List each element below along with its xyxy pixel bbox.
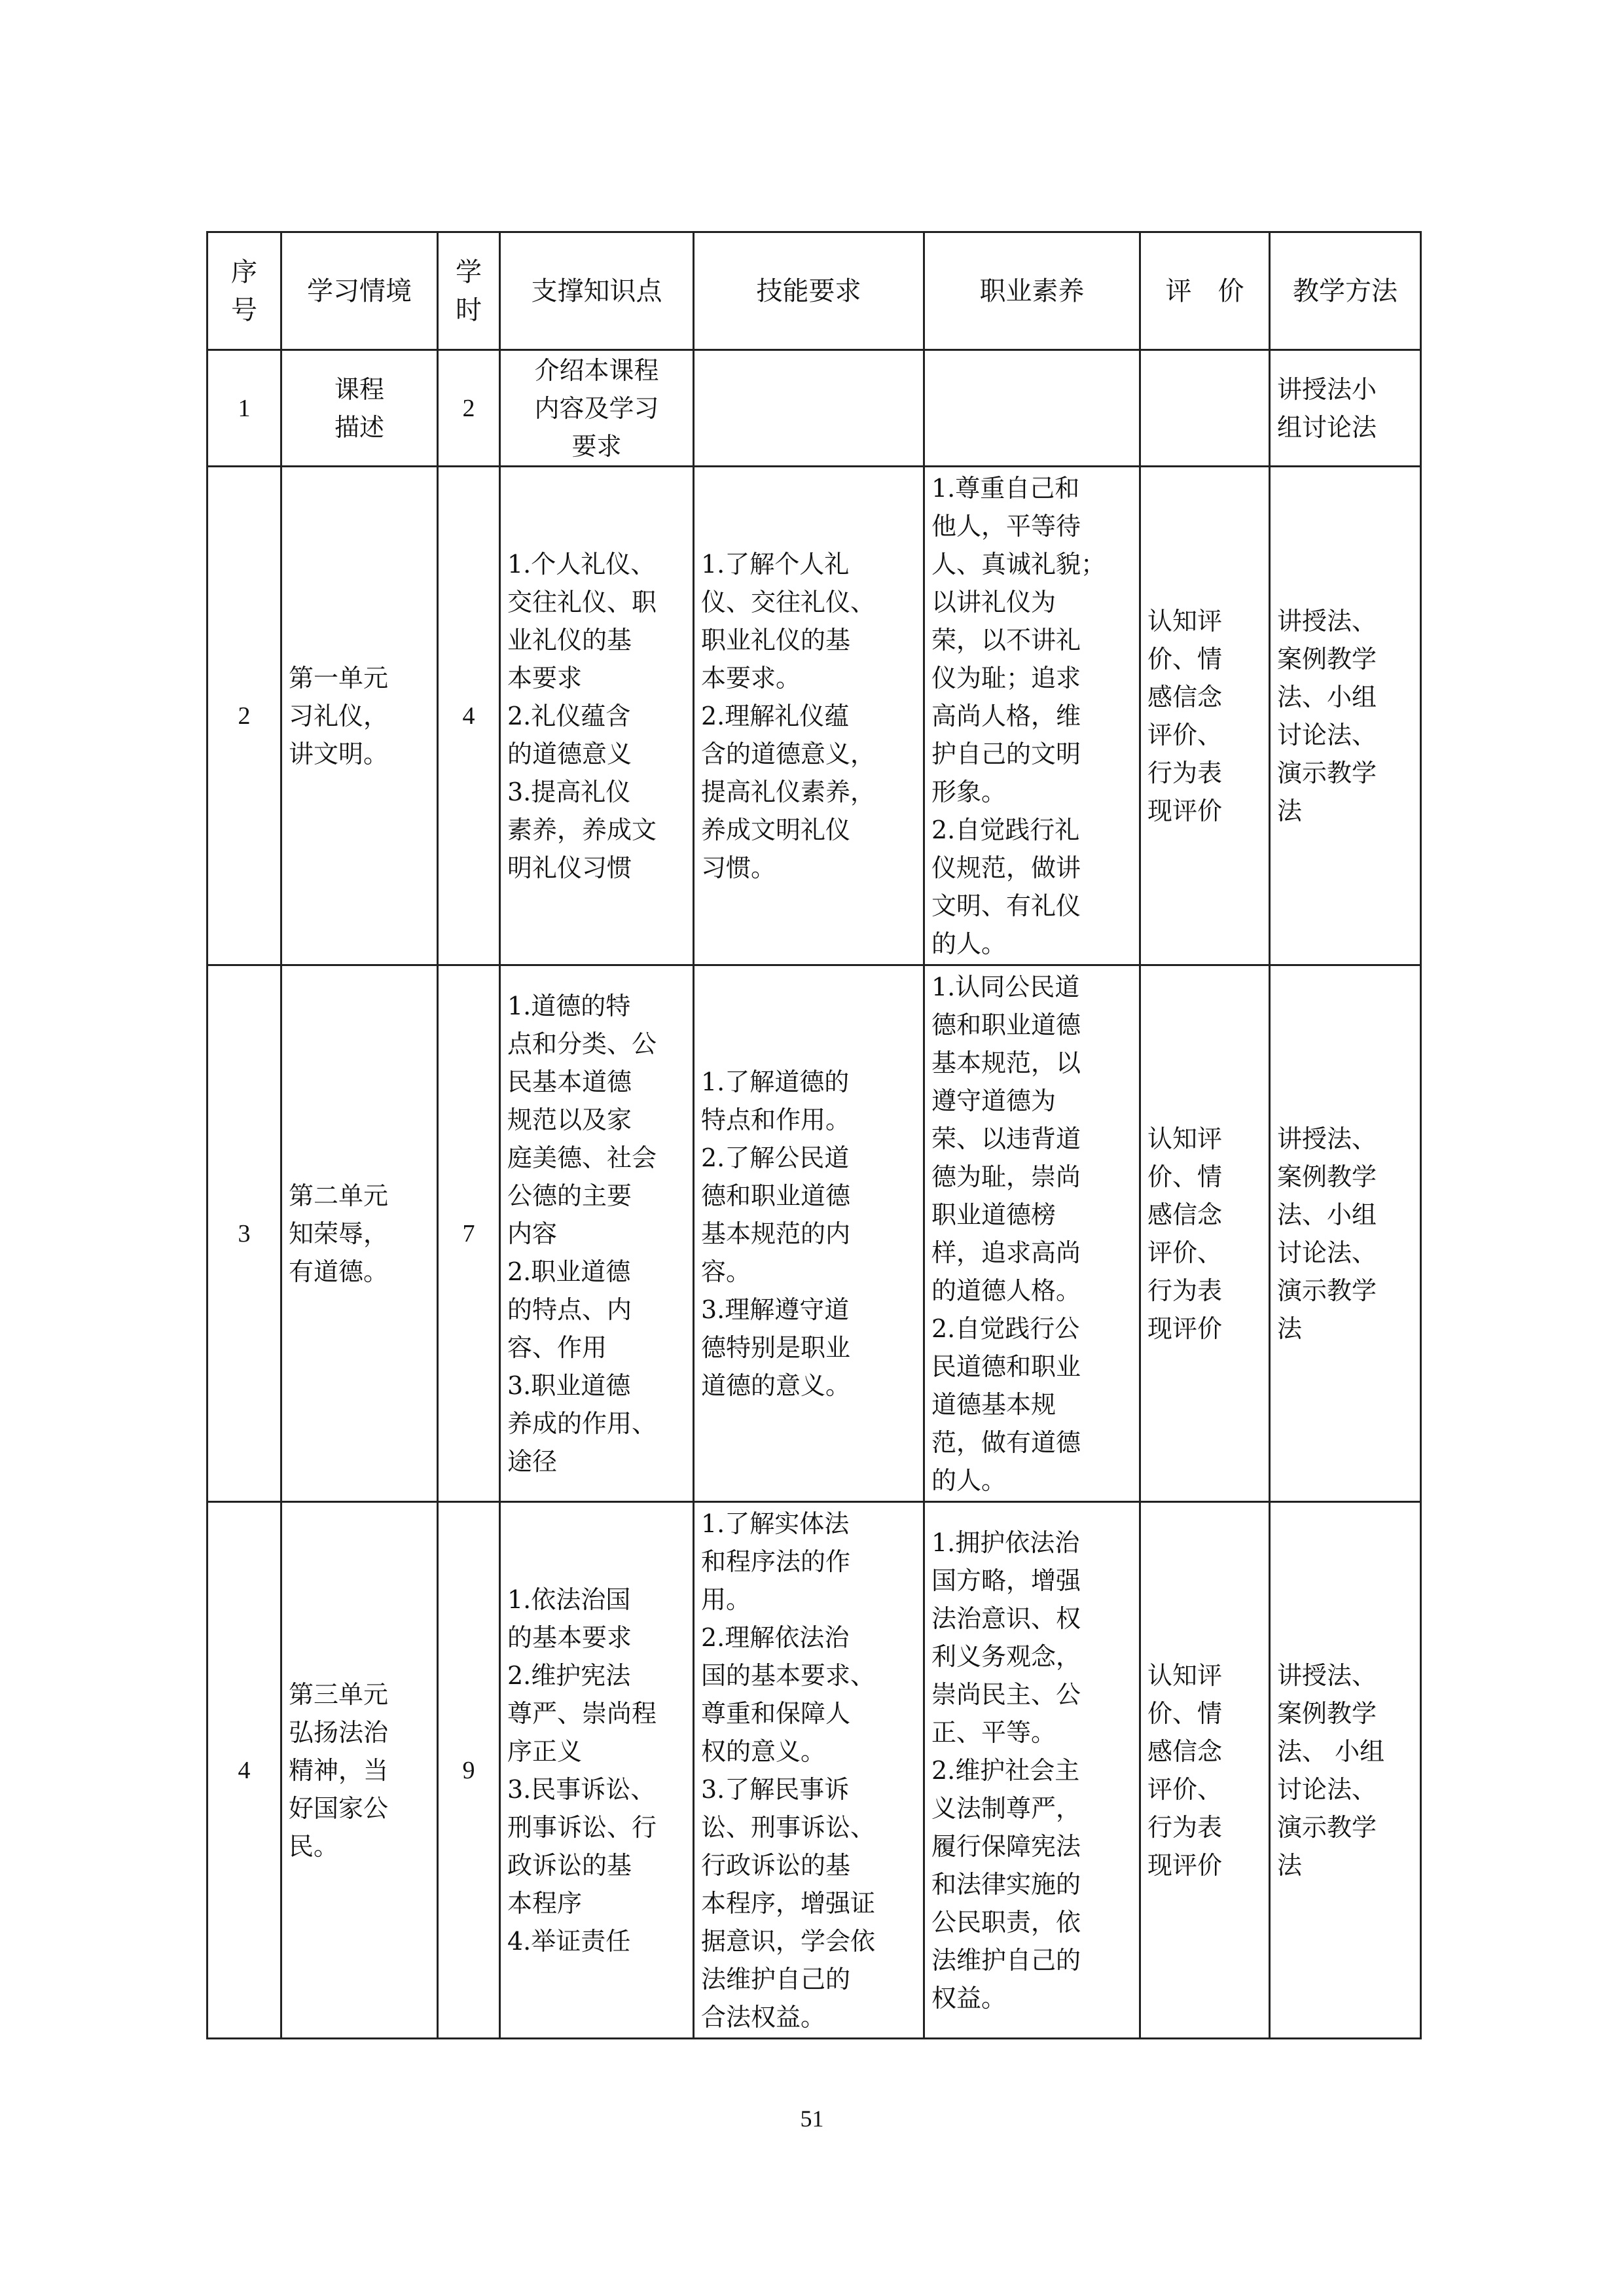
header-cell: 支撑知识点 [500,232,694,350]
header-cell: 评 价 [1140,232,1270,350]
knowledge-cell: 1.依法治国 的基本要求 2.维护宪法 尊严、崇尚程 序正义 3.民事诉讼、 刑事诉讼、行 政诉讼的基 本程序 4.举证责任 [500,1502,694,2039]
method-cell: 讲授法、 案例教学 法、小组 讨论法、 演示教学 法 [1270,965,1421,1502]
row-number-cell: 2 [208,467,281,965]
situation-cell: 第三单元 弘扬法治 精神，当 好国家公 民。 [281,1502,438,2039]
header-cell: 学 时 [438,232,500,350]
evaluation-cell: 认知评 价、情 感信念 评价、 行为表 现评价 [1140,467,1270,965]
table-row [208,467,1421,965]
evaluation-cell: 认知评 价、情 感信念 评价、 行为表 现评价 [1140,965,1270,1502]
hours-cell: 7 [438,965,500,1502]
hours-cell: 2 [438,350,500,467]
table-header-row [208,232,1421,350]
skills-cell: 1.了解个人礼 仪、交往礼仪、 职业礼仪的基 本要求。 2.理解礼仪蕴 含的道德意义， 提高礼仪素养， 养成文明礼仪 习惯。 [694,467,924,965]
method-cell: 讲授法、 案例教学 法、 小组 讨论法、 演示教学 法 [1270,1502,1421,2039]
literacy-cell: 1.尊重自己和 他人，平等待 人、真诚礼貌； 以讲礼仪为 荣，以不讲礼 仪为耻；追求 高尚人格，维 护自己的文明 形象。 2.自觉践行礼 仪规范，做讲 文明、有礼仪 的人。 [924,467,1140,965]
header-cell: 职业素养 [924,232,1140,350]
header-cell: 教学方法 [1270,232,1421,350]
table-row [208,1502,1421,2039]
hours-cell: 4 [438,467,500,965]
header-cell: 技能要求 [694,232,924,350]
row-number-cell: 1 [208,350,281,467]
evaluation-cell: 认知评 价、情 感信念 评价、 行为表 现评价 [1140,1502,1270,2039]
table-row [208,350,1421,467]
skills-cell [694,350,924,467]
situation-cell: 课程 描述 [281,350,438,467]
knowledge-cell: 介绍本课程 内容及学习 要求 [500,350,694,467]
page-number: 51 [800,2106,824,2132]
header-cell: 学习情境 [281,232,438,350]
course-table [206,231,1422,2039]
literacy-cell [924,350,1140,467]
row-number-cell: 4 [208,1502,281,2039]
method-cell: 讲授法、 案例教学 法、小组 讨论法、 演示教学 法 [1270,467,1421,965]
hours-cell: 9 [438,1502,500,2039]
situation-cell: 第一单元 习礼仪， 讲文明。 [281,467,438,965]
situation-cell: 第二单元 知荣辱， 有道德。 [281,965,438,1502]
table-row [208,965,1421,1502]
evaluation-cell [1140,350,1270,467]
literacy-cell: 1.拥护依法治 国方略，增强 法治意识、权 利义务观念， 崇尚民主、公 正、平等。 2.维护社会主 义法制尊严， 履行保障宪法 和法律实施的 公民职责，依 法维护自己的 权益。 [924,1502,1140,2039]
row-number-cell: 3 [208,965,281,1502]
literacy-cell: 1.认同公民道 德和职业道德 基本规范，以 遵守道德为 荣、以违背道 德为耻，崇尚 职业道德榜 样，追求高尚 的道德人格。 2.自觉践行公 民道德和职业 道德基本规 范，做有道德 的人。 [924,965,1140,1502]
skills-cell: 1.了解道德的 特点和作用。 2.了解公民道 德和职业道德 基本规范的内 容。 3.理解遵守道 德特别是职业 道德的意义。 [694,965,924,1502]
knowledge-cell: 1.个人礼仪、 交往礼仪、职 业礼仪的基 本要求 2.礼仪蕴含 的道德意义 3.提高礼仪 素养，养成文 明礼仪习惯 [500,467,694,965]
method-cell: 讲授法小 组讨论法 [1270,350,1421,467]
knowledge-cell: 1.道德的特 点和分类、公 民基本道德 规范以及家 庭美德、社会 公德的主要 内容 2.职业道德 的特点、内 容、作用 3.职业道德 养成的作用、 途径 [500,965,694,1502]
header-cell: 序 号 [208,232,281,350]
skills-cell: 1.了解实体法 和程序法的作 用。 2.理解依法治 国的基本要求、 尊重和保障人 权的意义。 3.了解民事诉 讼、刑事诉讼、 行政诉讼的基 本程序，增强证 据意识，学会依 法维护自己的 合法权益。 [694,1502,924,2039]
